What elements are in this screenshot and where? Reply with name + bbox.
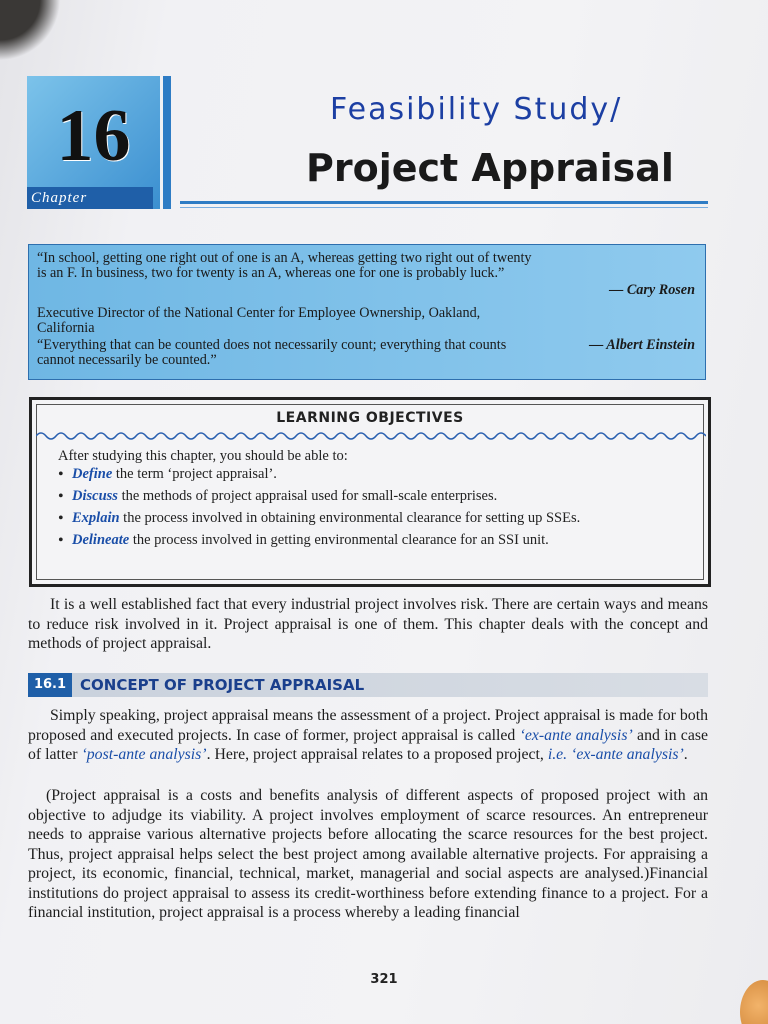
quote-1-line-2: is an F. In business, two for twenty is an A, whereas one for one is probably luck.” (37, 265, 505, 281)
objective-item (58, 488, 678, 505)
para1-text: . (683, 746, 688, 763)
section-title: CONCEPT OF PROJECT APPRAISAL (80, 676, 365, 694)
para1-text: and in case of latter (28, 726, 708, 763)
intro-paragraph: It is a well established fact that every industrial project involves risk. There are certain ways and means to reduce risk involved in it. Project appraisal is one of them. This chapter deals with the concept and methods of project appraisal. (28, 596, 708, 652)
objective-text: the process involved in obtaining environmental clearance for setting up SSEs. (119, 510, 581, 526)
section-heading (28, 673, 708, 697)
objective-item (58, 532, 672, 549)
badge-side-bar (163, 76, 171, 209)
objective-verb: Delineate (72, 532, 130, 548)
title-rule-thin (180, 207, 708, 208)
term-ex-ante: ‘ex-ante analysis’ (519, 726, 633, 744)
quote-2-line-2: cannot necessarily be counted.” (37, 352, 217, 368)
para1-text: Simply speaking, project appraisal means the assessment of a project. Project appraisal is made for both proposed and executed projects. In case of former, project appraisal is called (28, 707, 708, 744)
quote-1-line-1: “In school, getting one right out of one is an A, whereas getting two right out of twenty (37, 250, 532, 266)
objective-item (58, 466, 678, 483)
paragraph-1 (28, 706, 708, 765)
objective-verb: Discuss (72, 488, 118, 504)
para1-text: . Here, project appraisal relates to a proposed project, (206, 746, 548, 763)
chapter-number: 16 (56, 95, 131, 177)
chapter-label: Chapter (27, 187, 153, 209)
learning-objectives-list (58, 466, 678, 554)
objective-text: the term ‘project appraisal’. (112, 466, 277, 482)
term-ie-ex-ante: i.e. ‘ex-ante analysis’ (547, 746, 684, 763)
quote-box (28, 244, 706, 380)
title-rule (180, 201, 708, 204)
affiliation-line-2: California (37, 320, 95, 336)
objective-item (58, 510, 672, 527)
page-corner-shadow (0, 0, 90, 60)
learning-objectives-intro: After studying this chapter, you should be able to: (58, 448, 348, 464)
chapter-badge (27, 76, 160, 209)
quote-2-author: — Albert Einstein (589, 337, 695, 353)
paragraph-2: (Project appraisal is a costs and benefits analysis of different aspects of proposed project with an objective to adjudge its viability. A project involves employment of scarce resources. An entrepreneur needs to appraise various alternative projects before allocating the scarce resources for the best project. Thus, project appraisal helps select the best project among available alternative projects. For appraising a project, its economic, financial, technical, market, managerial and social aspects are analysed.)Financial institutions do project appraisal to assess its credit-worthiness before extending finance to a project. For a financial institution, project appraisal is a process whereby a leading financial (28, 787, 708, 921)
handwritten-title: Feasibility Study/ (330, 92, 623, 127)
affiliation-line-1: Executive Director of the National Center for Employee Ownership, Oakland, (37, 305, 481, 321)
chapter-title: Project Appraisal (306, 146, 674, 190)
objective-verb: Explain (72, 510, 120, 526)
term-post-ante: ‘post-ante analysis’ (81, 746, 207, 763)
objective-text: the methods of project appraisal used for small-scale enterprises. (117, 488, 498, 504)
section-number: 16.1 (28, 673, 72, 697)
learning-objectives-title: LEARNING OBJECTIVES (276, 410, 464, 426)
wave-divider-icon (36, 430, 706, 442)
quote-2-line-1: “Everything that can be counted does not necessarily count; everything that counts (37, 337, 507, 353)
page-number: 321 (370, 972, 398, 987)
objective-text: the process involved in getting environmental clearance for an SSI unit. (129, 532, 549, 548)
learning-objectives-box (29, 397, 711, 587)
quote-1-author: — Cary Rosen (609, 282, 695, 298)
objective-verb: Define (72, 466, 113, 482)
